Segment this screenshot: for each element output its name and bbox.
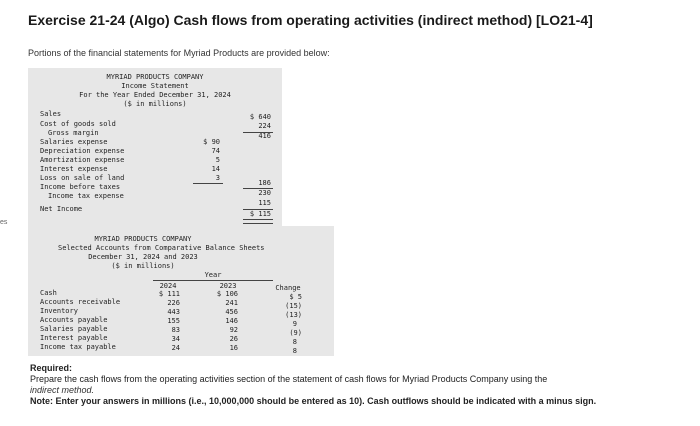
year-header: Year [204,271,222,279]
required-note: Note: Enter your answers in millions (i.e., 10,000,000 should be entered as 10). Cash outflows should be indicated with a minus sign. [30,396,597,406]
income-period: For the Year Ended December 31, 2024 [79,91,231,99]
exercise-title: Exercise 21-24 (Algo) Cash flows from operating activities (indirect method) [LO21-4] [28,12,593,28]
edge-fragment-text: es [0,219,8,226]
net-income-double-underline [243,219,273,224]
balance-change-value: (9) [289,329,302,337]
amount-underline [193,183,223,184]
balance-statement-title: Selected Accounts from Comparative Balance Sheets [58,244,265,252]
balance-2024-value: 34 [171,335,180,343]
balance-row-label: Interest payable [40,334,108,342]
income-row-label: Interest expense [40,165,108,173]
balance-2023-value: 146 [225,317,238,325]
required-section [30,363,630,407]
balance-company-name: MYRIAD PRODUCTS COMPANY [94,235,192,243]
col-header-2024: 2024 [159,282,177,290]
income-statement-title: Income Statement [121,82,189,90]
income-row-total: 230 [258,189,271,197]
income-row-label: Income before taxes [40,183,121,191]
income-row-amount: 3 [215,174,220,182]
income-row-label: Salaries expense [40,138,108,146]
income-row-total: $ 640 [249,113,271,121]
balance-2024-value: 155 [167,317,180,325]
income-row-label: Amortization expense [40,156,125,164]
balance-sheet-panel [28,226,334,356]
balance-2023-value: 241 [225,299,238,307]
col-header-2023: 2023 [219,282,237,290]
balance-change-value: (15) [285,302,302,310]
balance-2024-value: 83 [171,326,180,334]
balance-change-value: 8 [292,338,297,346]
income-row-label: Sales [40,110,62,118]
year-header-rule [153,280,273,281]
income-row-label: Loss on sale of land [40,174,125,182]
balance-row-label: Inventory [40,307,78,315]
income-row-total: 115 [258,199,271,207]
income-company-name: MYRIAD PRODUCTS COMPANY [106,73,204,81]
balance-change-value: 9 [292,320,297,328]
required-text: Prepare the cash flows from the operating activities section of the statement of cash flows for Myriad Products Company using the [30,374,548,384]
income-row-total: 416 [258,132,271,140]
income-row-amount: 14 [211,165,220,173]
balance-row-label: Income tax payable [40,343,116,351]
income-row-amount: 74 [211,147,220,155]
balance-2024-value: 24 [171,344,180,352]
income-row-label: Gross margin [48,129,99,137]
balance-row-label: Salaries payable [40,325,108,333]
balance-2023-value: 26 [229,335,238,343]
income-statement-panel [28,68,282,226]
balance-change-value: 8 [292,347,297,355]
balance-change-value: $ 5 [289,293,302,301]
income-row-total: $ 115 [249,210,271,218]
balance-row-label: Accounts payable [40,316,108,324]
balance-dates: December 31, 2024 and 2023 [88,253,198,261]
income-units: ($ in millions) [123,100,187,108]
intro-text: Portions of the financial statements for Myriad Products are provided below: [28,48,330,58]
income-row-total: 186 [258,179,271,187]
income-row-label: Net Income [40,205,83,213]
balance-2023-value: $ 106 [216,290,238,298]
balance-units: ($ in millions) [111,262,175,270]
income-row-amount: $ 90 [203,138,220,146]
balance-2023-value: 92 [229,326,238,334]
required-label: Required: [30,363,73,373]
required-italic-text: indirect method. [30,385,95,395]
balance-2024-value: $ 111 [158,290,180,298]
balance-2024-value: 226 [167,299,180,307]
balance-2023-value: 16 [229,344,238,352]
balance-row-label: Cash [40,289,57,297]
col-header-change: Change [275,284,301,292]
income-row-amount: 5 [215,156,220,164]
income-row-label: Cost of goods sold [40,120,116,128]
balance-2024-value: 443 [167,308,180,316]
income-row-label: Depreciation expense [40,147,125,155]
balance-row-label: Accounts receivable [40,298,121,306]
income-row-total: 224 [258,122,271,130]
balance-change-value: (13) [285,311,302,319]
income-row-label: Income tax expense [48,192,124,200]
balance-2023-value: 456 [225,308,238,316]
